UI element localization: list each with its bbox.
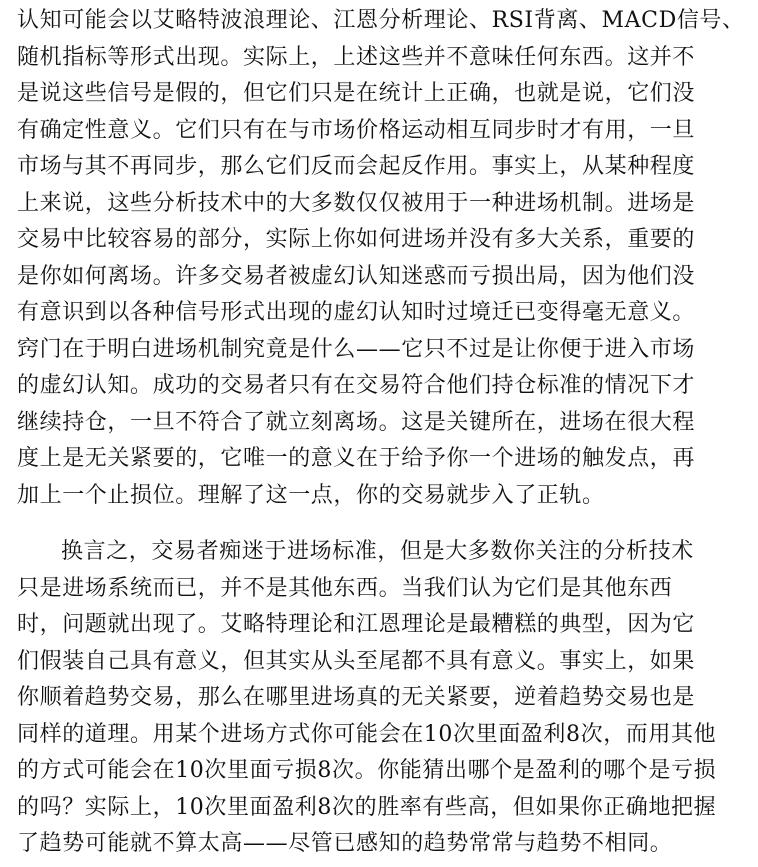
- text-line: 上来说，这些分析技术中的大多数仅仅被用于一种进场机制。进场是: [17, 190, 696, 216]
- text-line: 加上一个止损位。理解了这一点，你的交易就步入了正轨。: [17, 482, 605, 508]
- text-line: 度上是无关紧要的，它唯一的意义在于给予你一个进场的触发点，再: [17, 446, 696, 471]
- text-line: 有确定性意义。它们只有在与市场价格运动相互同步时才有用，一旦: [17, 117, 696, 143]
- text-line: 只是进场系统而已，并不是其他东西。当我们认为它们是其他东西: [17, 575, 673, 601]
- text-line: 的虚幻认知。成功的交易者只有在交易符合他们持仓标准的情况下才: [17, 373, 696, 398]
- text-line: 了趋势可能就不算太高——尽管已感知的趋势常常与趋势不相同。: [17, 831, 673, 856]
- text-line: 的吗？实际上，10次里面盈利8次的胜率有些高，但如果你正确地把握: [17, 794, 717, 820]
- text-line: 你顺着趋势交易，那么在哪里进场真的无关紧要，逆着趋势交易也是: [17, 685, 696, 710]
- text-line: 时，问题就出现了。艾略特理论和江恩理论是最糟糕的典型，因为它: [17, 612, 696, 637]
- paragraph-1: [17, 3, 748, 514]
- text-line: 继续持仓，一旦不符合了就立刻离场。这是关键所在，进场在很大程: [17, 409, 696, 435]
- paragraph-2: [17, 534, 748, 863]
- text-line: 交易中比较容易的部分，实际上你如何进场并没有多大关系，重要的: [17, 227, 696, 252]
- text-line: 的方式可能会在10次里面亏损8次。你能猜出哪个是盈利的哪个是亏损: [17, 758, 717, 783]
- text-line: 有意识到以各种信号形式出现的虚幻认知时过境迁已变得毫无意义。: [17, 300, 696, 325]
- text-line: 窍门在于明白进场机制究竟是什么——它只不过是让你便于进入市场: [17, 336, 696, 362]
- text-line: 认知可能会以艾略特波浪理论、江恩分析理论、RSI背离、MACD信号、: [17, 8, 745, 33]
- text-line: 是说这些信号是假的，但它们只是在统计上正确，也就是说，它们没: [17, 81, 696, 106]
- text-line: 随机指标等形式出现。实际上，上述这些并不意味任何东西。这并不: [17, 44, 696, 70]
- text-line: 市场与其不再同步，那么它们反而会起反作用。事实上，从某种程度: [17, 154, 696, 179]
- text-line-indented: 换言之，交易者痴迷于进场标准，但是大多数你关注的分析技术: [61, 539, 694, 564]
- text-line: 同样的道理。用某个进场方式你可能会在10次里面盈利8次，而用其他: [17, 721, 717, 747]
- text-line: 们假装自己具有意义，但其实从头至尾都不具有意义。事实上，如果: [17, 648, 696, 674]
- text-line: 是你如何离场。许多交易者被虚幻认知迷惑而亏损出局，因为他们没: [17, 263, 696, 289]
